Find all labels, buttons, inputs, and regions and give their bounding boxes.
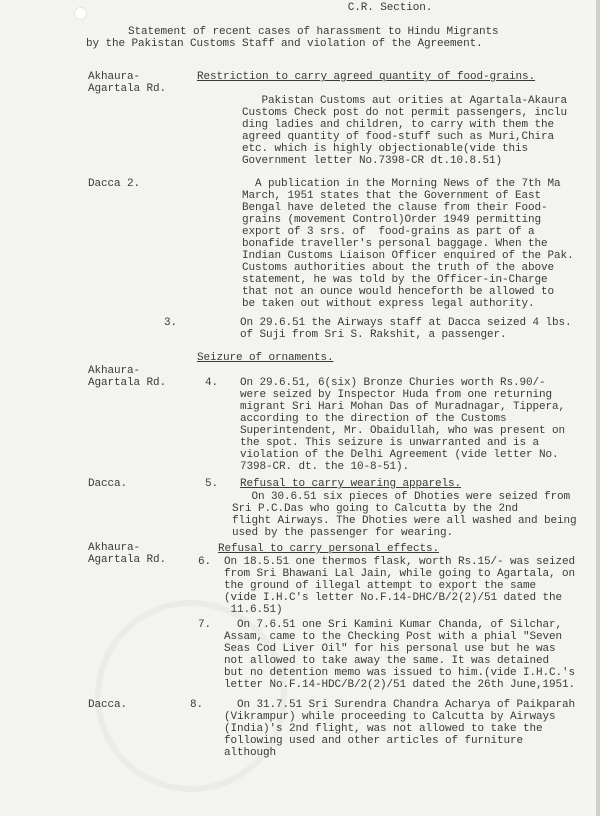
entry6-location-line1: Akhaura-	[88, 542, 141, 554]
entry4-number: 4.	[205, 377, 219, 389]
entry6-heading: Refusal to carry personal effects.	[218, 543, 440, 555]
entry2-location: Dacca 2.	[88, 178, 141, 190]
page-edge	[596, 0, 600, 816]
entry3-body: On 29.6.51 the Airways staff at Dacca seized 4 lbs. of Suji from Sri S. Rakshit, a passenger.	[240, 317, 572, 341]
entry5-body: On 30.6.51 six pieces of Dhoties were seized from Sri P.C.Das who going to Calcutta by the 2nd flight Airways. The Dhoties were all washed and being used by the passenger for wearing.	[232, 491, 577, 539]
entry6-location-line2: Agartala Rd.	[88, 554, 167, 566]
entry8-number: 8.	[190, 699, 204, 711]
entry1-heading: Restriction to carry agreed quantity of food-grains.	[197, 71, 536, 83]
entry4-location-line1: Akhaura-	[88, 365, 141, 377]
entry8-body: On 31.7.51 Sri Surendra Chandra Acharya of Paikparah (Vikrampur) while proceeding to Calcutta by Airways (India)'s 2nd flight, was not allowed to take the following used and other articles of furniture although	[224, 699, 576, 759]
entry6-number: 6.	[198, 556, 212, 568]
entry2-body: A publication in the Morning News of the 7th Ma March, 1951 states that the Government of East Bengal have deleted the clause from their Food- grains (movement Control)Order 1949 permitting export of 3 srs. of food-grains as part of a bonafide traveller's personal baggage. When the Indian Customs Liaison Officer enquired of the Pak. Customs authorities about the truth of the above statement, he was told by the Officer-in-Charge that not an ounce would henceforth be allowed to be taken out without express legal authority.	[242, 178, 574, 310]
section-header: C.R. Section.	[347, 2, 433, 14]
entry3-number: 3.	[164, 317, 178, 329]
entry1-location-line1: Akhaura-	[88, 71, 141, 83]
entry1-body: Pakistan Customs aut orities at Agartala-Akaura Customs Check post do not permit passengers, inclu ding ladies and children, to carry with them the agreed quantity of food-stuff such as Muri,Chira etc. which is highly objectionable(vide this Government letter No.7398-CR dt.10.8.51)	[242, 95, 568, 167]
entry1-location-line2: Agartala Rd.	[88, 83, 167, 95]
entry5-heading: Refusal to carry wearing apparels.	[240, 478, 462, 490]
entry5-number: 5.	[205, 478, 219, 490]
entry6-body: On 18.5.51 one thermos flask, worth Rs.15/- was seized from Sri Bhawani Lal Jain, while going to Agartala, on the ground of illegal attempt to export the same (vide I.H.C's letter No.F.14-DHC/B/2(2)/51 dated the 11.6.51)	[224, 556, 576, 616]
entry7-number: 7.	[198, 619, 212, 631]
entry4-heading: Seizure of ornaments.	[197, 352, 334, 364]
title-line-1: Statement of recent cases of harassment to Hindu Migrants	[128, 26, 499, 38]
entry4-location-line2: Agartala Rd.	[88, 377, 167, 389]
title-line-2: by the Pakistan Customs Staff and violation of the Agreement.	[86, 38, 483, 50]
entry8-location: Dacca.	[88, 699, 128, 711]
entry5-location: Dacca.	[88, 478, 128, 490]
entry4-body: On 29.6.51, 6(six) Bronze Churies worth Rs.90/- were seized by Inspector Huda from one returning migrant Sri Hari Mohan Das of Muradnagar, Tippera, according to the direction of the Customs Superintendent, Mr. Obaidullah, who was present on the spot. This seizure is unwarranted and is a violation of the Delhi Agreement (vide letter No. 7398-CR. dt. the 10-8-51).	[240, 377, 566, 473]
entry7-body: On 7.6.51 one Sri Kamini Kumar Chanda, of Silchar, Assam, came to the Checking Post with a phial "Seven Seas Cod Liver Oil" for his personal use but he was not allowed to take away the same. It was detained but no detention memo was issued to him.(vide I.H.C.'s letter No.F.14-HDC/B/2(2)/51 dated the 26th June,1951.	[224, 619, 576, 691]
